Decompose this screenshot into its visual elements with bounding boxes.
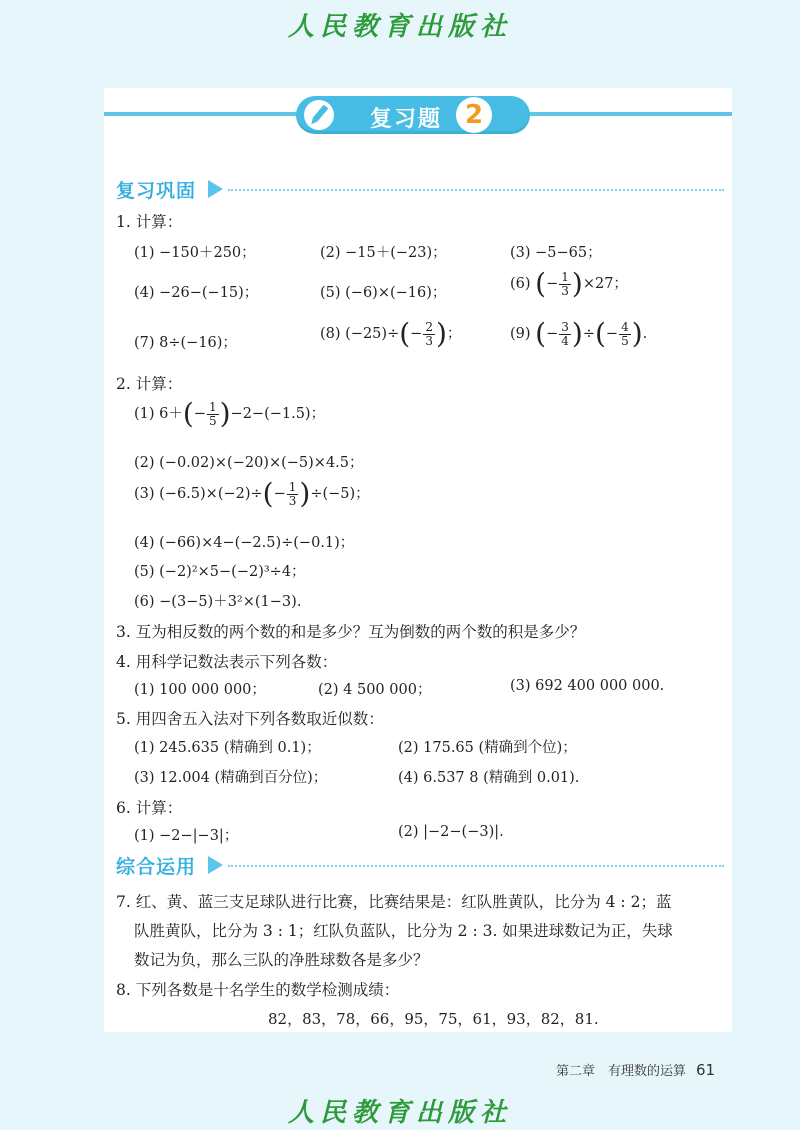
q6-label: 6. 计算：: [116, 799, 183, 817]
q4-label: 4. 用科学记数法表示下列各数：: [116, 653, 338, 671]
section-label: 综合运用: [116, 856, 197, 878]
q8-data: 82，83，78，66，95，75，61，93，82，81.: [268, 1010, 599, 1028]
arrow-right-icon: [208, 856, 223, 874]
title-banner: [296, 96, 530, 134]
q1-item-2: (2) −15＋(−23)；: [320, 245, 447, 261]
title-number-badge: 2: [456, 97, 492, 133]
q7-line-3: 数记为负，那么三队的净胜球数各是多少？: [134, 951, 429, 969]
q7-line-2: 队胜黄队，比分为 3 : 1；红队负蓝队，比分为 2 : 3. 如果进球数记为正，失球: [134, 922, 673, 940]
q2-line-4: (4) (−66)×4−(−2.5)÷(−0.1)；: [134, 535, 355, 551]
q1-item-7: (7) 8÷(−16)；: [134, 335, 237, 351]
q1-item-6: (6) (− $\frac{1}{3}$ )×27；: [510, 267, 628, 300]
section-review-heading: [116, 176, 724, 202]
q4-item-1: (1) 100 000 000；: [134, 682, 266, 698]
q5-item-4: (4) 6.537 8 (精确到 0.01).: [398, 770, 580, 786]
q5-item-1: (1) 245.635 (精确到 0.1)；: [134, 740, 321, 756]
q2-line-6: (6) −(3−5)＋3²×(1−3).: [134, 594, 302, 610]
section-apply-heading: [116, 852, 724, 878]
publisher-logo-top: 人民教育出版社: [287, 12, 512, 42]
q5-item-2: (2) 175.65 (精确到个位)；: [398, 740, 577, 756]
q6-item-2: (2) |−2−(−3)|.: [398, 824, 504, 840]
q2-line-2: (2) (−0.02)×(−20)×(−5)×4.5；: [134, 455, 364, 471]
dotted-divider: [228, 189, 724, 191]
q4-item-2: (2) 4 500 000；: [318, 682, 432, 698]
q5-item-3: (3) 12.004 (精确到百分位)；: [134, 770, 328, 786]
q3-text: 3. 互为相反数的两个数的和是多少？互为倒数的两个数的积是多少？: [116, 623, 586, 641]
q1-item-1: (1) −150＋250；: [134, 245, 256, 261]
page-number: 61: [696, 1061, 716, 1079]
page-title: 复习题: [370, 107, 443, 132]
pencil-icon: [302, 99, 336, 131]
q1-item-9: (9) (− $\frac{3}{4}$ )÷(− $\frac{4}{5}$ ).: [510, 317, 648, 350]
q8-label: 8. 下列各数是十名学生的数学检测成绩：: [116, 981, 400, 999]
q1-item-8: (8) (−25)÷(− $\frac{2}{3}$ )；: [320, 317, 462, 350]
q2-line-5: (5) (−2)²×5−(−2)³÷4；: [134, 564, 306, 580]
q5-label: 5. 用四舍五入法对下列各数取近似数：: [116, 710, 384, 728]
q1-label: 1. 计算：: [116, 213, 183, 231]
chapter-title: 第二章 有理数的运算: [556, 1064, 687, 1079]
publisher-logo-bottom: 人民教育出版社: [287, 1098, 512, 1128]
q7-line-1: 7. 红、黄、蓝三支足球队进行比赛，比赛结果是：红队胜黄队，比分为 4 : 2；蓝: [116, 893, 672, 911]
q6-item-1: (1) −2−|−3|；: [134, 828, 239, 844]
arrow-right-icon: [208, 180, 223, 198]
dotted-divider: [228, 865, 724, 867]
q1-item-3: (3) −5−65；: [510, 245, 602, 261]
section-label: 复习巩固: [116, 180, 197, 202]
page-footer: [556, 1060, 715, 1079]
q1-item-5: (5) (−6)×(−16)；: [320, 285, 447, 301]
q2-line-1: (1) 6＋(− $\frac{1}{5}$ )−2−(−1.5)；: [134, 397, 326, 430]
q4-item-3: (3) 692 400 000 000.: [510, 678, 665, 694]
q2-line-3: (3) (−6.5)×(−2)÷(− $\frac{1}{3}$ )÷(−5)；: [134, 477, 370, 510]
q1-item-4: (4) −26−(−15)；: [134, 285, 259, 301]
q2-label: 2. 计算：: [116, 375, 183, 393]
